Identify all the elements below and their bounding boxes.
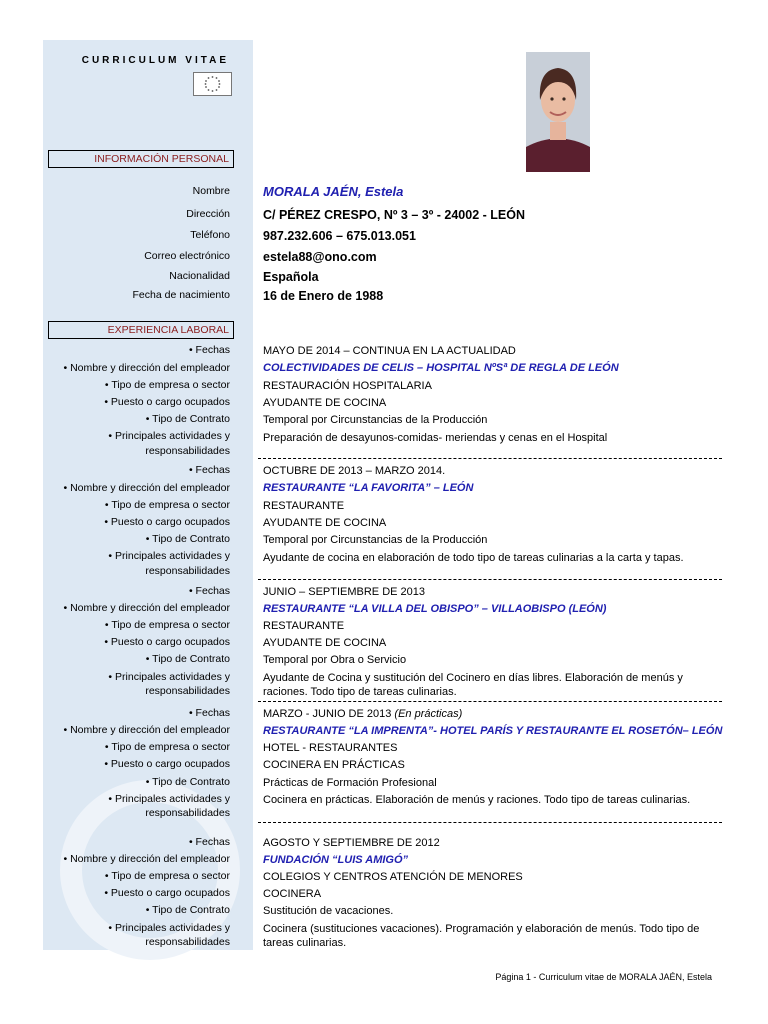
job-tipo-empresa: RESTAURANTE bbox=[263, 500, 345, 512]
value-nacimiento: 16 de Enero de 1988 bbox=[263, 289, 384, 303]
label-tipo-empresa: • Tipo de empresa o sector bbox=[104, 741, 230, 753]
label-contrato: • Tipo de Contrato bbox=[145, 413, 230, 425]
job-puesto: AYUDANTE DE COCINA bbox=[263, 517, 387, 529]
label-fechas: • Fechas bbox=[188, 836, 230, 848]
label-responsabilidades: responsabilidades bbox=[145, 565, 230, 577]
profile-photo bbox=[526, 52, 590, 172]
label-nacionalidad: Nacionalidad bbox=[169, 270, 230, 282]
label-empleador: • Nombre y dirección del empleador bbox=[63, 362, 230, 374]
label-responsabilidades: responsabilidades bbox=[145, 807, 230, 819]
job-fechas: JUNIO – SEPTIEMBRE DE 2013 bbox=[263, 586, 425, 598]
label-fechas: • Fechas bbox=[188, 464, 230, 476]
label-puesto: • Puesto o cargo ocupados bbox=[104, 516, 230, 528]
job-fechas-row bbox=[263, 707, 462, 721]
eu-flag-icon bbox=[193, 72, 232, 96]
job-actividades: Ayudante de cocina en elaboración de todo tipo de tareas culinarias a la carta y tapas. bbox=[263, 552, 684, 564]
divider bbox=[258, 579, 722, 580]
label-actividades: • Principales actividades y bbox=[108, 671, 230, 683]
section-header-personal: INFORMACIÓN PERSONAL bbox=[48, 150, 234, 168]
label-nombre: Nombre bbox=[192, 185, 230, 197]
job-empleador: RESTAURANTE “LA VILLA DEL OBISPO” – VILLAOBISPO (LEÓN) bbox=[263, 603, 607, 615]
label-actividades: • Principales actividades y bbox=[108, 922, 230, 934]
label-fechas: • Fechas bbox=[188, 707, 230, 719]
label-direccion: Dirección bbox=[186, 208, 230, 220]
job-actividades: Cocinera en prácticas. Elaboración de menús y raciones. Todo tipo de tareas culinarias. bbox=[263, 794, 691, 806]
label-contrato: • Tipo de Contrato bbox=[145, 904, 230, 916]
value-telefono: 987.232.606 – 675.013.051 bbox=[263, 229, 416, 243]
value-direccion: C/ PÉREZ CRESPO, Nº 3 – 3º - 24002 - LEÓN bbox=[263, 208, 525, 222]
job-fechas: AGOSTO Y SEPTIEMBRE DE 2012 bbox=[263, 837, 440, 849]
job-puesto: COCINERA bbox=[263, 888, 322, 900]
job-actividades: Cocinera (sustituciones vacaciones). Programación y elaboración de menús. Todo tipo de tareas culinarias. bbox=[263, 923, 700, 949]
label-tipo-empresa: • Tipo de empresa o sector bbox=[104, 499, 230, 511]
label-telefono: Teléfono bbox=[190, 229, 230, 241]
divider bbox=[258, 701, 722, 702]
job-tipo-empresa: RESTAURACIÓN HOSPITALARIA bbox=[263, 380, 432, 392]
value-correo: estela88@ono.com bbox=[263, 250, 377, 264]
label-correo: Correo electrónico bbox=[144, 250, 230, 262]
job-actividades: Ayudante de Cocina y sustitución del Cocinero en días libres. Elaboración de menús y raciones. Todo tipo de tareas culinarias. bbox=[263, 672, 683, 698]
label-actividades: • Principales actividades y bbox=[108, 550, 230, 562]
job-fechas: MARZO - JUNIO DE 2013 bbox=[263, 708, 392, 720]
job-fechas-note: (En prácticas) bbox=[394, 708, 463, 720]
job-empleador: FUNDACIÓN “LUIS AMIGÓ” bbox=[263, 854, 409, 866]
job-puesto: AYUDANTE DE COCINA bbox=[263, 637, 387, 649]
label-responsabilidades: responsabilidades bbox=[145, 685, 230, 697]
job-empleador: RESTAURANTE “LA IMPRENTA”- HOTEL PARÍS Y RESTAURANTE EL ROSETÓN– LEÓN bbox=[263, 725, 723, 737]
label-empleador: • Nombre y dirección del empleador bbox=[63, 602, 230, 614]
label-empleador: • Nombre y dirección del empleador bbox=[63, 482, 230, 494]
label-contrato: • Tipo de Contrato bbox=[145, 653, 230, 665]
job-fechas: OCTUBRE DE 2013 – MARZO 2014. bbox=[263, 465, 446, 477]
label-tipo-empresa: • Tipo de empresa o sector bbox=[104, 619, 230, 631]
label-actividades: • Principales actividades y bbox=[108, 430, 230, 442]
job-puesto: COCINERA EN PRÁCTICAS bbox=[263, 759, 405, 771]
job-contrato: Temporal por Obra o Servicio bbox=[263, 654, 407, 666]
job-actividades: Preparación de desayunos-comidas- meriendas y cenas en el Hospital bbox=[263, 432, 608, 444]
label-fechas: • Fechas bbox=[188, 585, 230, 597]
label-actividades: • Principales actividades y bbox=[108, 793, 230, 805]
job-empleador: RESTAURANTE “LA FAVORITA” – LEÓN bbox=[263, 482, 474, 494]
label-empleador: • Nombre y dirección del empleador bbox=[63, 724, 230, 736]
value-nombre: MORALA JAÉN, Estela bbox=[263, 184, 404, 199]
label-tipo-empresa: • Tipo de empresa o sector bbox=[104, 379, 230, 391]
section-header-experience: EXPERIENCIA LABORAL bbox=[48, 321, 234, 339]
job-tipo-empresa: HOTEL - RESTAURANTES bbox=[263, 742, 398, 754]
job-contrato: Temporal por Circunstancias de la Producción bbox=[263, 534, 488, 546]
job-tipo-empresa: COLEGIOS Y CENTROS ATENCIÓN DE MENORES bbox=[263, 871, 523, 883]
label-responsabilidades: responsabilidades bbox=[145, 445, 230, 457]
page-footer: Página 1 - Curriculum vitae de MORALA JAÉN, Estela bbox=[495, 972, 712, 982]
label-responsabilidades: responsabilidades bbox=[145, 936, 230, 948]
label-fechas: • Fechas bbox=[188, 344, 230, 356]
label-contrato: • Tipo de Contrato bbox=[145, 776, 230, 788]
divider bbox=[258, 458, 722, 459]
label-tipo-empresa: • Tipo de empresa o sector bbox=[104, 870, 230, 882]
job-puesto: AYUDANTE DE COCINA bbox=[263, 397, 387, 409]
label-nacimiento: Fecha de nacimiento bbox=[132, 289, 230, 301]
cv-title: CURRICULUM VITAE bbox=[81, 55, 229, 66]
label-puesto: • Puesto o cargo ocupados bbox=[104, 396, 230, 408]
label-empleador: • Nombre y dirección del empleador bbox=[63, 853, 230, 865]
label-puesto: • Puesto o cargo ocupados bbox=[104, 758, 230, 770]
label-contrato: • Tipo de Contrato bbox=[145, 533, 230, 545]
job-contrato: Sustitución de vacaciones. bbox=[263, 905, 394, 917]
label-puesto: • Puesto o cargo ocupados bbox=[104, 887, 230, 899]
value-nacionalidad: Española bbox=[263, 270, 319, 284]
label-puesto: • Puesto o cargo ocupados bbox=[104, 636, 230, 648]
job-empleador: COLECTIVIDADES DE CELIS – HOSPITAL NºSª DE REGLA DE LEÓN bbox=[263, 362, 619, 374]
job-contrato: Temporal por Circunstancias de la Producción bbox=[263, 414, 488, 426]
job-contrato: Prácticas de Formación Profesional bbox=[263, 777, 437, 789]
job-fechas: MAYO DE 2014 – CONTINUA EN LA ACTUALIDAD bbox=[263, 345, 516, 357]
divider bbox=[258, 822, 722, 823]
job-tipo-empresa: RESTAURANTE bbox=[263, 620, 345, 632]
